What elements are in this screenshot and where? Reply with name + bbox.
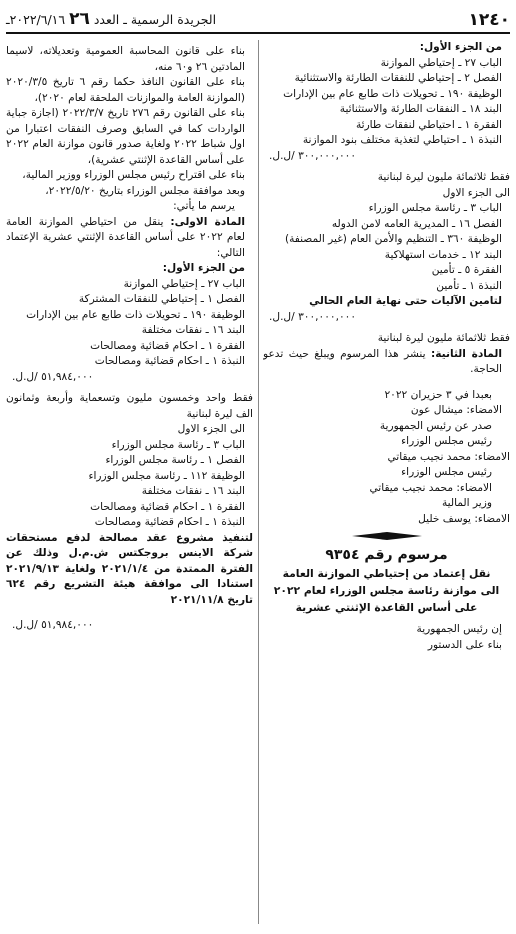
- page-number: ١٢٤٠: [468, 10, 510, 30]
- budget-line: البند ١٦ ـ نفقات مختلفة: [141, 485, 245, 497]
- pm-title: رئيس مجلس الوزراء: [401, 466, 492, 478]
- budget-line: الفصل ١ ـ إحتياطي للنفقات المشتركة: [78, 293, 245, 305]
- preamble-para: بناء على قانون المحاسبة العمومية وتعديلاته، لاسيما المادتين ٢٦ و٦٠ منه،: [6, 45, 245, 73]
- issue-date: ٢٠٢٢/٦/١٦ـ: [6, 12, 66, 27]
- part-title: الى الجزء الاول: [442, 186, 510, 199]
- page-header: [6, 6, 510, 34]
- issue-number: ٢٦: [69, 9, 90, 29]
- decree-title: مرسوم رقم ٩٣٥٤: [325, 547, 448, 563]
- purpose: لتامين الآليات حتى نهاية العام الحالي: [309, 295, 502, 307]
- budget-line: الفصل ٢ ـ إحتياطي للنفقات الطارئة والاستثنائية: [294, 72, 502, 84]
- preamble-para: بناء على القانون رقم ٢٧٦ تاريخ ٢٠٢٢/٣/٧ (اجازة جباية الواردات كما في السابق وصرف النفقات اعتبارا من اول شباط ٢٠٢٢ ولغاية صدور قانون موازنة العام ٢٠٢٢ على أساس القاعدة الإثنتي عشرية)،: [6, 107, 245, 166]
- purpose: لتنفيذ مشروع عقد مصالحة لدفع مستحقات شركة الاينس بروجكتس ش.م.ل وذلك عن الفترة الممتدة من ٢٠٢١/١/٤ ولغاية ٢٠٢١/٩/١٣ استنادا الى موافقة هيئة التشريع رقم ٦٢٤ تاريخ ٢٠٢١/١١/٨: [6, 531, 253, 606]
- budget-line: النبذة ١ ـ تأمين: [436, 279, 502, 292]
- left-column: [6, 44, 253, 634]
- gazette-name: الجريدة الرسمية ـ العدد: [93, 12, 217, 27]
- budget-line: الفصل ١٦ ـ المديرية العامه لامن الدوله: [331, 217, 502, 230]
- constitution-line: بناء على الدستور: [427, 638, 502, 651]
- budget-line: الوظيفة ٣٦٠ ـ التنظيم والأمن العام (غير المصنفة): [284, 233, 502, 245]
- decrees-line: يرسم ما يأتي:: [173, 200, 235, 212]
- decree-subtitle: على أساس القاعدة الإثنتي عشرية: [295, 601, 478, 614]
- section-separator: [263, 529, 510, 543]
- article-text: ينقل من احتياطي الموازنة العامة لعام ٢٠٢٢ على أساس القاعدة الإثنتي عشرية الإعتماد التالي:: [6, 215, 245, 259]
- budget-line: الوظيفة ١١٢ ـ رئاسة مجلس الوزراء: [88, 469, 245, 482]
- article-2: [263, 347, 510, 378]
- issued-by: صدر عن رئيس الجمهورية: [379, 419, 492, 432]
- part-title: من الجزء الأول:: [162, 262, 245, 274]
- amount-words: فقط ثلاثمائة مليون ليرة لبنانية: [377, 171, 510, 183]
- column-divider: [258, 40, 259, 924]
- right-column: [263, 40, 510, 653]
- budget-line: الباب ٢٧ ـ إحتياطي الموازنة: [123, 277, 245, 290]
- decree-subtitle: نقل إعتماد من إحتياطي الموازنة العامة: [282, 567, 491, 580]
- article-label: المادة الاولى:: [170, 215, 245, 228]
- president-line: إن رئيس الجمهورية: [416, 623, 502, 635]
- budget-line: الباب ٢٧ ـ إحتياطي الموازنة: [380, 56, 502, 69]
- article-text: ينشر هذا المرسوم ويبلغ حيث تدعو الحاجة.: [263, 347, 502, 375]
- preamble-para: وبعد موافقة مجلس الوزراء بتاريخ ٢٠٢٢/٥/٢٠،: [45, 184, 245, 197]
- finance-title: وزير المالية: [441, 497, 492, 509]
- preamble-para: بناء على القانون النافذ حكما رقم ٦ تاريخ ٢٠٢٠/٣/٥ (الموازنة العامة والموازنات الملحقة لعام ٢٠٢٠)،: [6, 76, 245, 104]
- amount: ٣٠٠,٠٠٠,٠٠٠ /ل.ل.: [269, 310, 357, 323]
- signed-date: بعبدا في ٣ حزيران ٢٠٢٢: [384, 388, 492, 401]
- separator-ornament: [352, 531, 422, 541]
- budget-line: النبذة ١ ـ احكام قضائية ومصالحات: [94, 355, 245, 367]
- budget-line: البند ١٢ ـ خدمات استهلاكية: [384, 248, 502, 261]
- budget-line: الباب ٣ ـ رئاسة مجلس الوزراء: [368, 202, 502, 214]
- gazette-title: [6, 9, 216, 32]
- preamble-para: بناء على اقتراح رئيس مجلس الوزراء ووزير المالية،: [22, 169, 245, 181]
- budget-line: النبذة ١ ـ احتياطي لتغذية مختلف بنود الموازنة: [302, 134, 502, 146]
- amount: ٣٠٠,٠٠٠,٠٠٠ /ل.ل.: [269, 149, 357, 162]
- signature-line: الامضاء: محمد نجيب ميقاتي: [387, 450, 510, 463]
- budget-line: البند ١٦ ـ نفقات مختلفة: [141, 324, 245, 336]
- article-label: المادة الثانية:: [431, 347, 502, 360]
- budget-line: الفقرة ٥ ـ تأمين: [431, 264, 502, 276]
- amount-words: فقط ثلاثمائة مليون ليرة لبنانية: [377, 332, 510, 344]
- signature-line: الامضاء: محمد نجيب ميقاتي: [369, 481, 492, 494]
- pm-title: رئيس مجلس الوزراء: [401, 435, 492, 447]
- budget-line: الفقرة ١ ـ احكام قضائية ومصالحات: [90, 500, 245, 513]
- part-title: من الجزء الأول:: [419, 41, 502, 53]
- budget-line: الفقرة ١ ـ احتياطي لنفقات طارئة: [355, 118, 502, 131]
- signature-line: الامضاء: ميشال عون: [410, 404, 502, 416]
- budget-line: الوظيفة ١٩٠ ـ تحويلات ذات طابع عام بين الإدارات: [283, 87, 502, 100]
- amount: ٥١,٩٨٤,٠٠٠ /ل.ل.: [12, 619, 94, 631]
- amount-words: فقط واحد وخمسون مليون وتسعماية وأربعة وثمانون الف ليرة لبنانية: [6, 392, 253, 420]
- signature-line: الامضاء: يوسف خليل: [418, 512, 510, 525]
- part-title: الى الجزء الاول: [177, 423, 245, 435]
- article-1: [6, 215, 253, 262]
- budget-line: الوظيفة ١٩٠ ـ تحويلات ذات طابع عام بين الإدارات: [26, 308, 245, 321]
- budget-line: النبذة ١ ـ احكام قضائية ومصالحات: [94, 516, 245, 528]
- budget-line: البند ١٨ ـ النفقات الطارئة والاستثنائية: [339, 103, 502, 115]
- budget-line: الباب ٣ ـ رئاسة مجلس الوزراء: [111, 438, 245, 451]
- decree-subtitle: الى موازنة رئاسة مجلس الوزراء لعام ٢٠٢٢: [273, 584, 500, 597]
- budget-line: الفقرة ١ ـ احكام قضائية ومصالحات: [90, 339, 245, 352]
- amount: ٥١,٩٨٤,٠٠٠ /ل.ل.: [12, 370, 94, 383]
- budget-line: الفصل ١ ـ رئاسة مجلس الوزراء: [105, 454, 245, 466]
